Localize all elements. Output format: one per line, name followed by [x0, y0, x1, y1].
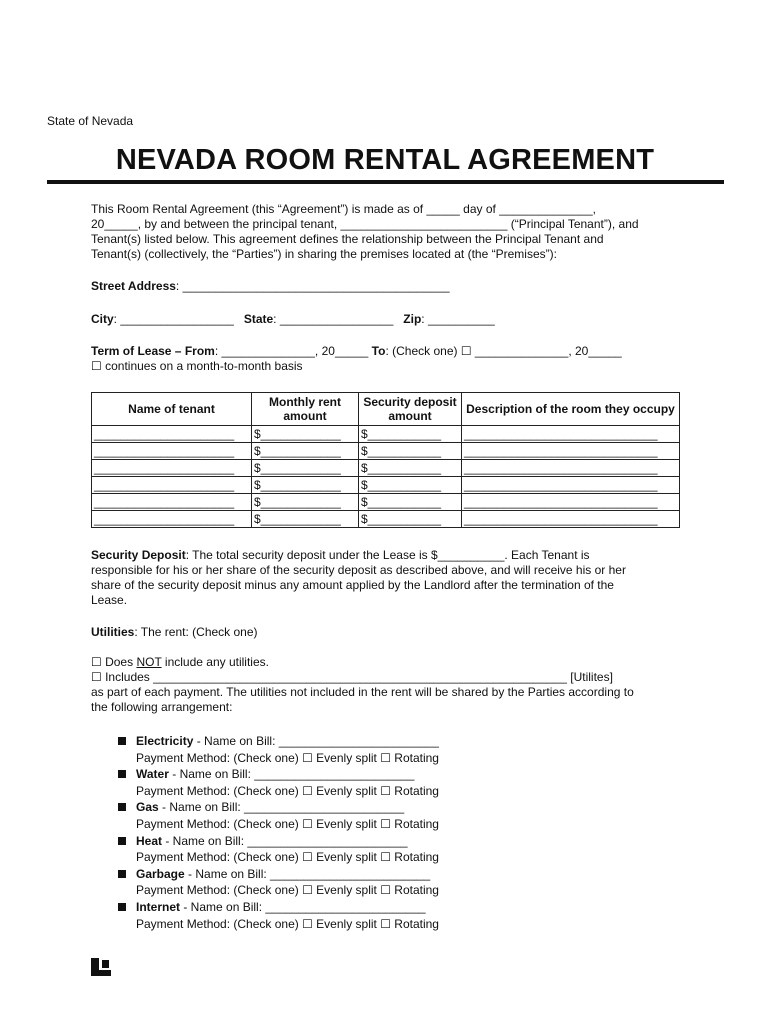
- logo-part: [102, 960, 109, 968]
- room-description-cell[interactable]: _____________________________: [462, 443, 680, 460]
- table-row: [92, 477, 680, 494]
- list-item: [118, 833, 439, 866]
- security-deposit-line: responsible for his or her share of the security deposit as described above, and will receive his or her: [91, 563, 626, 577]
- square-bullet-icon: [118, 770, 126, 778]
- utilities-options: [91, 655, 681, 715]
- utility-name: Water: [136, 767, 169, 782]
- term-line: [91, 344, 681, 359]
- table-row: [92, 426, 680, 443]
- term-to-label: To: [371, 344, 386, 358]
- square-bullet-icon: [118, 870, 126, 878]
- checkbox-text: ☐ Does: [91, 655, 137, 669]
- name-on-bill-blank[interactable]: - Name on Bill: ________________________: [158, 800, 405, 815]
- payment-method-options[interactable]: Payment Method: (Check one) ☐ Evenly split ☐ Rotating: [136, 816, 439, 831]
- table-row: [92, 443, 680, 460]
- street-address-label: Street Address: [91, 279, 176, 293]
- room-description-cell[interactable]: _____________________________: [462, 494, 680, 511]
- security-deposit-cell[interactable]: $___________: [359, 511, 462, 528]
- room-description-cell[interactable]: _____________________________: [462, 426, 680, 443]
- state-field-label: State: [243, 312, 274, 326]
- name-on-bill-blank[interactable]: - Name on Bill: ________________________: [162, 833, 408, 848]
- term-from-blank[interactable]: : ______________, 20_____: [214, 344, 369, 358]
- monthly-rent-cell[interactable]: $____________: [252, 494, 359, 511]
- column-header: Description of the room they occupy: [462, 393, 680, 426]
- utility-name: Garbage: [136, 866, 185, 881]
- document-title: NEVADA ROOM RENTAL AGREEMENT: [115, 144, 655, 176]
- utility-name: Electricity: [136, 734, 194, 748]
- payment-method-options[interactable]: Payment Method: (Check one) ☐ Evenly split ☐ Rotating: [136, 783, 439, 798]
- tenant-name-cell[interactable]: _____________________: [92, 494, 252, 511]
- column-header: Security deposit amount: [359, 393, 462, 426]
- monthly-rent-cell[interactable]: $____________: [252, 443, 359, 460]
- square-bullet-icon: [118, 803, 126, 811]
- title-divider: [47, 180, 724, 184]
- intro-line: This Room Rental Agreement (this “Agreement”) is made as of _____ day of ______________,: [91, 202, 596, 216]
- table-row: [92, 494, 680, 511]
- security-deposit-line: share of the security deposit minus any amount applied by the Landlord after the termination of the: [91, 578, 614, 592]
- intro-line: 20_____, by and between the principal tenant, _________________________ (“Principal Tenant”), and: [91, 217, 639, 231]
- city-blank[interactable]: : _________________: [113, 312, 234, 326]
- utility-name: Internet: [136, 899, 181, 914]
- list-item: [118, 866, 439, 899]
- tenant-name-cell[interactable]: _____________________: [92, 443, 252, 460]
- tenant-name-cell[interactable]: _____________________: [92, 511, 252, 528]
- room-description-cell[interactable]: _____________________________: [462, 511, 680, 528]
- intro-line: Tenant(s) (collectively, the “Parties”) in sharing the premises located at (the “Premises”):: [91, 247, 557, 261]
- utilities-prompt: : The rent: (Check one): [134, 625, 258, 639]
- city-state-zip-line: [91, 312, 681, 327]
- name-on-bill-blank[interactable]: - Name on Bill: ________________________: [184, 866, 431, 881]
- square-bullet-icon: [118, 903, 126, 911]
- street-address-blank[interactable]: : ________________________________________: [175, 279, 450, 293]
- square-bullet-icon: [118, 837, 126, 845]
- list-item: [118, 899, 439, 932]
- city-label: City: [91, 312, 114, 326]
- list-item: [118, 799, 439, 832]
- term-label: Term of Lease – From: [91, 344, 215, 358]
- payment-method-options[interactable]: Payment Method: (Check one) ☐ Evenly split ☐ Rotating: [136, 916, 439, 931]
- security-deposit-cell[interactable]: $___________: [359, 426, 462, 443]
- security-deposit-cell[interactable]: $___________: [359, 460, 462, 477]
- security-deposit-cell[interactable]: $___________: [359, 494, 462, 511]
- utilities-heading: [91, 625, 681, 640]
- zip-blank[interactable]: : __________: [421, 312, 495, 326]
- term-to-blank[interactable]: : (Check one) ☐ ______________, 20_____: [385, 344, 622, 358]
- utilities-text: the following arrangement:: [91, 700, 233, 714]
- state-label: State of Nevada: [47, 114, 134, 128]
- list-item: [118, 733, 439, 766]
- column-header: Monthly rent amount: [252, 393, 359, 426]
- monthly-rent-cell[interactable]: $____________: [252, 511, 359, 528]
- monthly-rent-cell[interactable]: $____________: [252, 477, 359, 494]
- table-row: [92, 511, 680, 528]
- utilities-label: Utilities: [91, 625, 135, 639]
- monthly-rent-cell[interactable]: $____________: [252, 426, 359, 443]
- security-deposit-line: Lease.: [91, 593, 128, 607]
- monthly-rent-cell[interactable]: $____________: [252, 460, 359, 477]
- payment-method-options[interactable]: Payment Method: (Check one) ☐ Evenly split ☐ Rotating: [136, 883, 439, 898]
- includes-utilities-checkbox[interactable]: ☐ Includes ______________________________________________________________ [Utilites]: [91, 670, 613, 684]
- list-item: [118, 766, 439, 799]
- name-on-bill-blank[interactable]: - Name on Bill: ________________________: [193, 734, 439, 748]
- utility-name: Heat: [136, 833, 163, 848]
- utility-name: Gas: [136, 800, 159, 815]
- security-deposit-cell[interactable]: $___________: [359, 443, 462, 460]
- tenant-table: [91, 392, 680, 528]
- column-header: Name of tenant: [92, 393, 252, 426]
- term-of-lease: [91, 344, 681, 374]
- checkbox-text: include any utilities.: [161, 655, 269, 669]
- name-on-bill-blank[interactable]: - Name on Bill: ________________________: [180, 899, 426, 914]
- utility-bill-list: [118, 733, 439, 932]
- tenant-name-cell[interactable]: _____________________: [92, 460, 252, 477]
- state-blank[interactable]: : _________________: [273, 312, 394, 326]
- month-to-month-checkbox[interactable]: ☐ continues on a month-to-month basis: [91, 359, 303, 373]
- payment-method-options[interactable]: Payment Method: (Check one) ☐ Evenly split ☐ Rotating: [136, 750, 439, 765]
- no-utilities-checkbox[interactable]: [91, 655, 681, 670]
- security-deposit-line: [91, 548, 681, 563]
- intro-line: Tenant(s) listed below. This agreement defines the relationship between the Principal Tenant and: [91, 232, 604, 246]
- table-row: [92, 460, 680, 477]
- logo-part: [91, 970, 111, 976]
- name-on-bill-blank[interactable]: - Name on Bill: ________________________: [168, 767, 415, 782]
- security-deposit-label: Security Deposit: [91, 548, 186, 562]
- not-emphasis: NOT: [136, 655, 162, 669]
- security-deposit-paragraph: [91, 548, 681, 608]
- tenant-name-cell[interactable]: _____________________: [92, 477, 252, 494]
- square-bullet-icon: [118, 737, 126, 745]
- payment-method-options[interactable]: Payment Method: (Check one) ☐ Evenly split ☐ Rotating: [136, 850, 439, 865]
- brand-logo-icon: [91, 958, 111, 978]
- utilities-text: as part of each payment. The utilities not included in the rent will be shared by the Parties according to: [91, 685, 634, 699]
- security-deposit-cell[interactable]: $___________: [359, 477, 462, 494]
- table-header-row: [92, 393, 680, 426]
- intro-paragraph: [91, 202, 681, 262]
- street-address-field: [91, 279, 681, 294]
- zip-label: Zip: [403, 312, 422, 326]
- tenant-name-cell[interactable]: _____________________: [92, 426, 252, 443]
- room-description-cell[interactable]: _____________________________: [462, 477, 680, 494]
- room-description-cell[interactable]: _____________________________: [462, 460, 680, 477]
- security-deposit-text: : The total security deposit under the Lease is $__________. Each Tenant is: [185, 548, 590, 562]
